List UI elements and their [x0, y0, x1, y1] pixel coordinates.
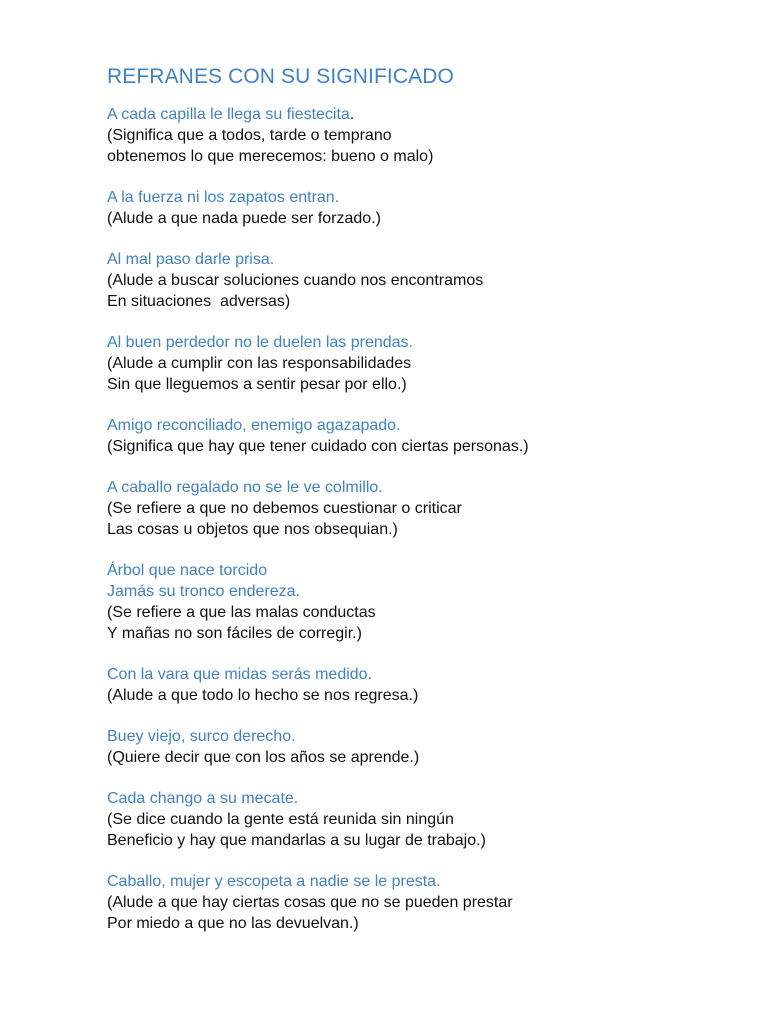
proverb-meaning: (Quiere decir que con los años se aprende.)	[107, 749, 420, 766]
proverb-meaning: (Alude a que hay ciertas cosas que no se pueden prestar	[107, 894, 513, 911]
proverb-saying: Cada chango a su mecate.	[107, 790, 299, 807]
proverb-meaning: (Se refiere a que las malas conductas	[107, 604, 376, 621]
proverb-meaning: Y mañas no son fáciles de corregir.)	[107, 625, 362, 642]
proverb-meaning: Por miedo a que no las devuelvan.)	[107, 915, 359, 932]
proverb-saying: A caballo regalado no se le ve colmillo.	[107, 479, 383, 496]
proverb-entry	[107, 560, 747, 644]
proverb-meaning: Sin que lleguemos a sentir pesar por ello.)	[107, 376, 407, 393]
proverb-meaning: (Alude a buscar soluciones cuando nos encontramos	[107, 272, 484, 289]
proverb-saying: A la fuerza ni los zapatos entran.	[107, 189, 340, 206]
proverb-saying: Con la vara que midas serás medido.	[107, 666, 373, 683]
proverb-entry	[107, 249, 747, 312]
proverb-meaning: (Alude a que todo lo hecho se nos regresa.)	[107, 687, 419, 704]
proverb-saying: Buey viejo, surco derecho.	[107, 728, 296, 745]
proverb-meaning: (Se dice cuando la gente está reunida sin ningún	[107, 811, 454, 828]
proverb-entry	[107, 664, 747, 706]
proverb-meaning: Las cosas u objetos que nos obsequian.)	[107, 521, 398, 538]
proverb-meaning: Beneficio y hay que mandarlas a su lugar de trabajo.)	[107, 832, 486, 849]
proverb-meaning: (Alude a cumplir con las responsabilidades	[107, 355, 412, 372]
proverb-meaning: (Alude a que nada puede ser forzado.)	[107, 210, 381, 227]
proverb-entry	[107, 415, 747, 457]
proverb-entry	[107, 187, 747, 229]
proverb-meaning: (Significa que a todos, tarde o temprano	[107, 127, 392, 144]
proverb-meaning: (Se refiere a que no debemos cuestionar o criticar	[107, 500, 462, 517]
proverb-entry	[107, 332, 747, 395]
proverb-saying: A cada capilla le llega su fiestecita.	[107, 106, 355, 123]
proverb-saying: Caballo, mujer y escopeta a nadie se le presta.	[107, 873, 441, 890]
proverb-saying: Al mal paso darle prisa.	[107, 251, 275, 268]
proverb-meaning: En situaciones adversas)	[107, 293, 291, 310]
proverb-saying: Jamás su tronco endereza.	[107, 583, 300, 600]
proverb-entry	[107, 871, 747, 934]
proverb-saying: Árbol que nace torcido	[107, 562, 268, 579]
proverb-entry	[107, 726, 747, 768]
proverb-entry	[107, 104, 747, 167]
proverb-meaning: obtenemos lo que merecemos: bueno o malo)	[107, 148, 434, 165]
document-page	[107, 64, 747, 954]
proverb-meaning: (Significa que hay que tener cuidado con ciertas personas.)	[107, 438, 529, 455]
proverb-entry	[107, 788, 747, 851]
proverb-saying: Al buen perdedor no le duelen las prendas.	[107, 334, 413, 351]
document-title: REFRANES CON SU SIGNIFICADO	[107, 65, 454, 88]
proverb-saying: Amigo reconciliado, enemigo agazapado.	[107, 417, 401, 434]
proverb-entry	[107, 477, 747, 540]
